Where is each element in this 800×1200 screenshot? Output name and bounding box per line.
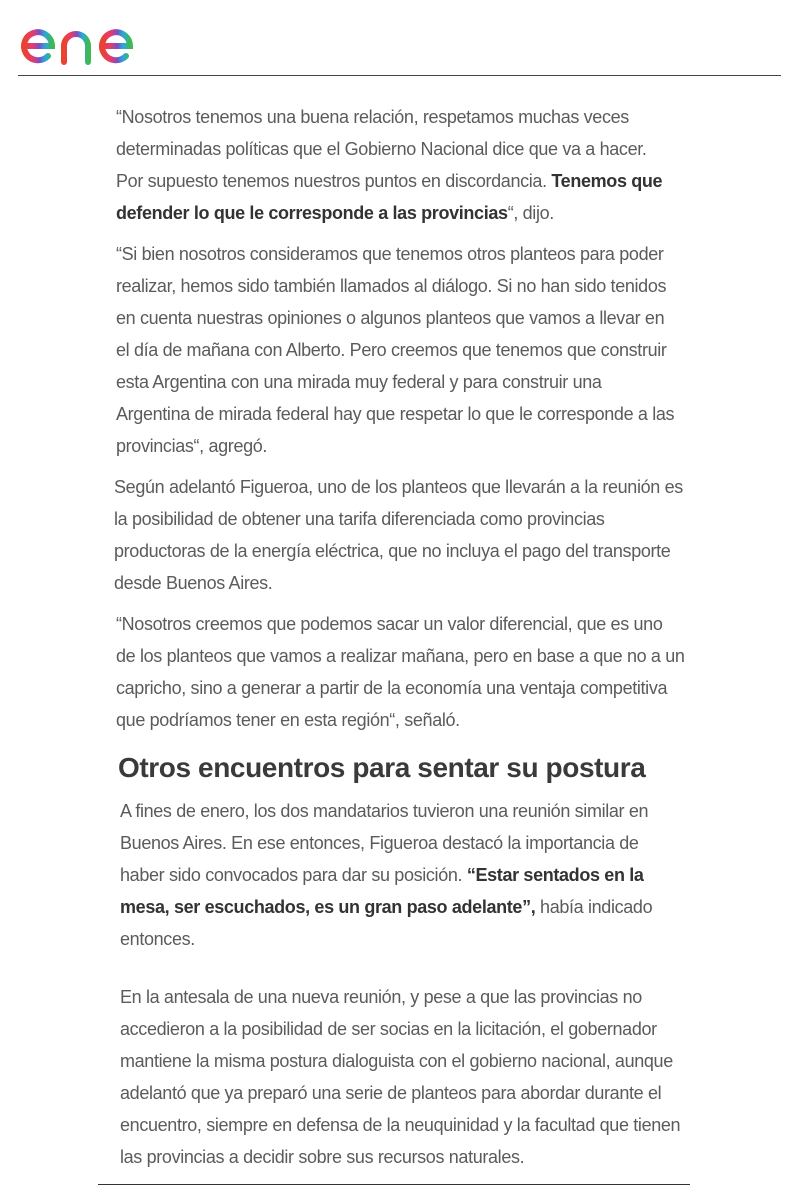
article-paragraph-3: Según adelantó Figueroa, uno de los planteos que llevarán a la reunión es la posibilidad de obtener una tarifa diferenciada como provincias productoras de la energía eléctrica, que no incluya el pago del transporte desde Buenos Aires. [114, 477, 683, 593]
footer-divider [98, 1184, 690, 1185]
article-paragraph-1 [116, 101, 676, 229]
bold-quote: “Estar sentados en la mesa, ser escuchados, es un gran paso adelante”, [120, 865, 644, 917]
article-paragraph-5 [120, 795, 670, 955]
article-paragraph-6: En la antesala de una nueva reunión, y pese a que las provincias no accedieron a la posibilidad de ser socias en la licitación, el gobernador mantiene la misma postura dialoguista con el gobierno nacional, aunque adelantó que ya preparó una serie de planteos para abordar durante el encuentro, siempre en defensa de la neuquinidad y la facultad que tienen las provincias a decidir sobre sus recursos naturales. [120, 987, 681, 1167]
section-heading: Otros encuentros para sentar su postura [118, 752, 646, 783]
paragraph-text: “Nosotros tenemos una buena relación, respetamos muchas veces determinadas políticas que el Gobierno Nacional dice que va a hacer. Por supuesto tenemos nuestros puntos en discordancia. [116, 107, 647, 191]
bold-quote: Tenemos que defender lo que le corresponde a las provincias [116, 171, 663, 223]
site-header [18, 0, 781, 76]
paragraph-text: A fines de enero, los dos mandatarios tuvieron una reunión similar en Buenos Aires. En ese entonces, Figueroa destacó la importancia de haber sido convocados para dar su posición. [120, 801, 649, 885]
paragraph-text: había indicado entonces. [120, 897, 653, 949]
article-paragraph-2: “Si bien nosotros consideramos que tenemos otros planteos para poder realizar, hemos sido también llamados al diálogo. Si no han sido tenidos en cuenta nuestras opiniones o algunos planteos que vamos a llevar en el día de mañana con Alberto. Pero creemos que tenemos que construir esta Argentina con una mirada muy federal y para construir una Argentina de mirada federal hay que respetar lo que le corresponde a las provincias“, agregó. [116, 244, 675, 456]
enel-logo[interactable] [18, 6, 178, 68]
paragraph-text: “, dijo. [507, 203, 554, 223]
article-paragraph-4: “Nosotros creemos que podemos sacar un valor diferencial, que es uno de los planteos que vamos a realizar mañana, pero en base a que no a un capricho, sino a generar a partir de la economía una ventaja competitiva que podríamos tener en esta región“, señaló. [116, 614, 685, 730]
